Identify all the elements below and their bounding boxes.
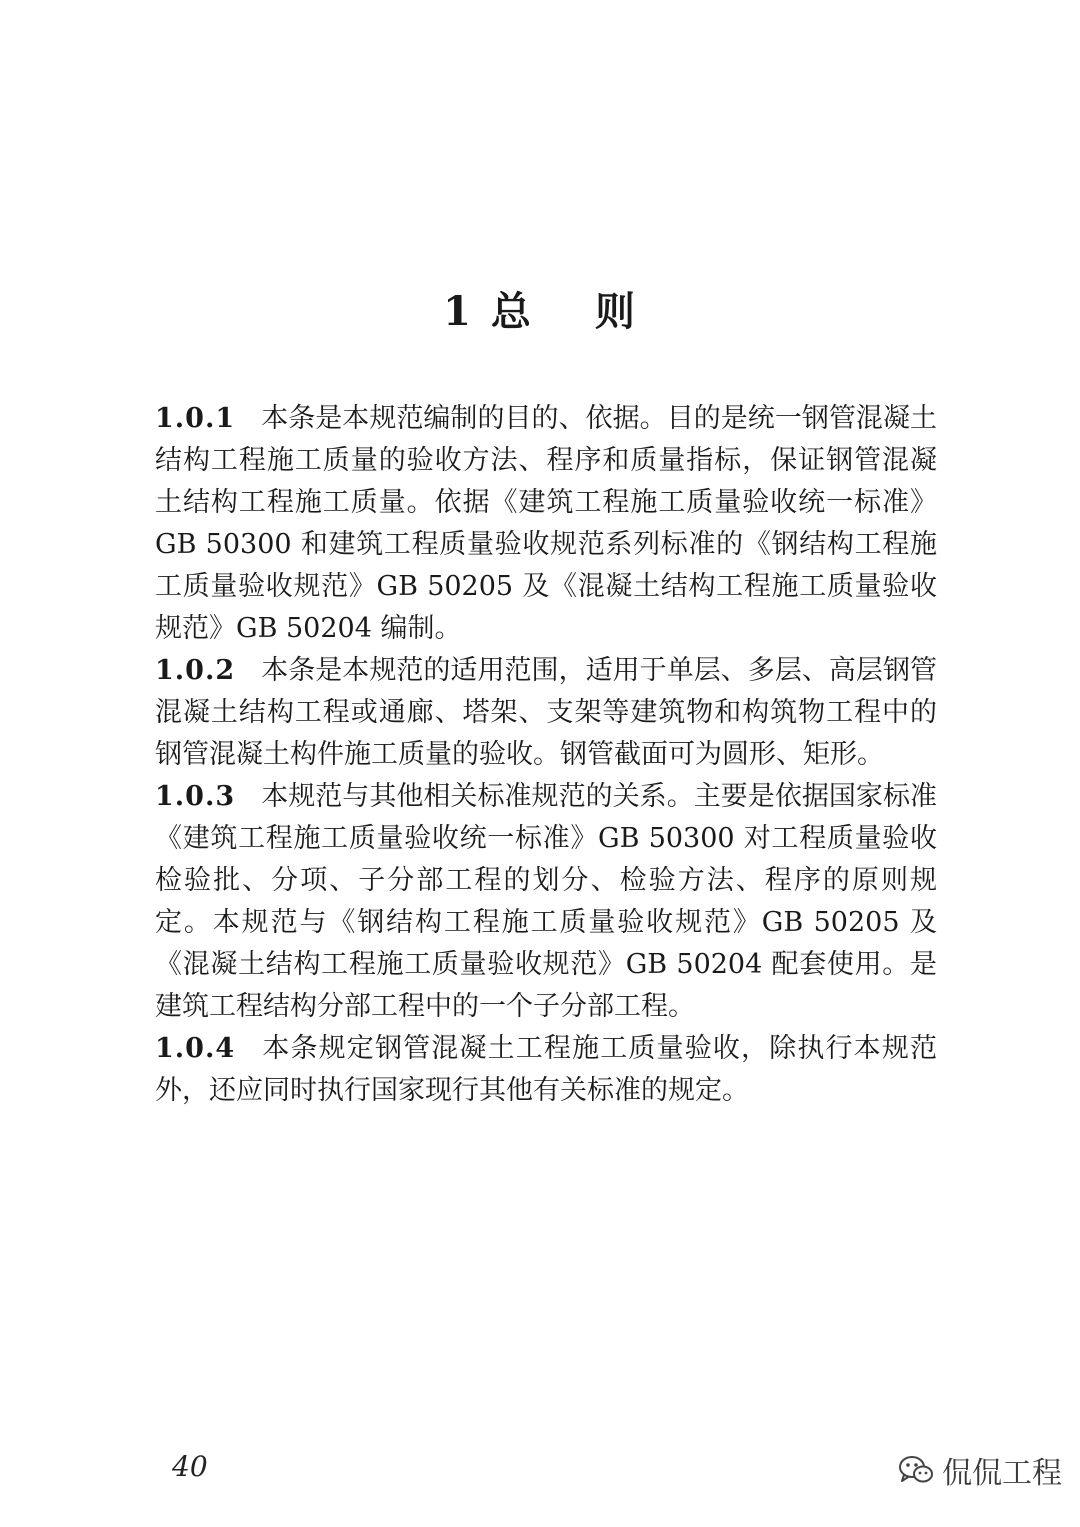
page-number: 40 (172, 1450, 208, 1483)
clause-text: 本条是本规范的适用范围，适用于单层、多层、高层钢管混凝土结构工程或通廊、塔架、支架等建筑物和构筑物工程中的钢管混凝土构件施工质量的验收。钢管截面可为圆形、矩形。 (155, 655, 937, 770)
clause-1-0-1 (155, 398, 937, 650)
watermark-text: 侃侃工程 (942, 1456, 1062, 1491)
chapter-title-char-1: 总 (490, 288, 533, 335)
chapter-title-char-2: 则 (594, 288, 637, 335)
clause-text: 本规范与其他相关标准规范的关系。主要是依据国家标准《建筑工程施工质量验收统一标准》GB 50300 对工程质量验收检验批、分项、子分部工程的划分、检验方法、程序的原则规定。本规范与《钢结构工程施工质量验收规范》GB 50205 及《混凝土结构工程施工质量验收规范》GB 50204 配套使用。是建筑工程结构分部工程中的一个子分部工程。 (155, 781, 937, 1022)
clause-number: 1.0.4 (155, 1033, 236, 1064)
clause-1-0-3 (155, 776, 937, 1028)
clause-1-0-4 (155, 1028, 937, 1112)
clause-text: 本条规定钢管混凝土工程施工质量验收，除执行本规范外，还应同时执行国家现行其他有关标准的规定。 (155, 1033, 937, 1106)
clause-number: 1.0.3 (155, 781, 236, 812)
clause-number: 1.0.2 (155, 655, 236, 686)
wechat-icon (898, 1454, 934, 1486)
watermark (898, 1448, 1062, 1492)
chapter-title (0, 288, 1080, 336)
clause-text: 本条是本规范编制的目的、依据。目的是统一钢管混凝土结构工程施工质量的验收方法、程序和质量指标，保证钢管混凝土结构工程施工质量。依据《建筑工程施工质量验收统一标准》GB 50300 和建筑工程质量验收规范系列标准的《钢结构工程施工质量验收规范》GB 50205 及《混凝土结构工程施工质量验收规范》GB 50204 编制。 (155, 403, 937, 644)
chapter-number: 1 (443, 288, 473, 335)
clause-number: 1.0.1 (155, 403, 236, 434)
clause-1-0-2 (155, 650, 937, 776)
clause-list (155, 398, 937, 1112)
